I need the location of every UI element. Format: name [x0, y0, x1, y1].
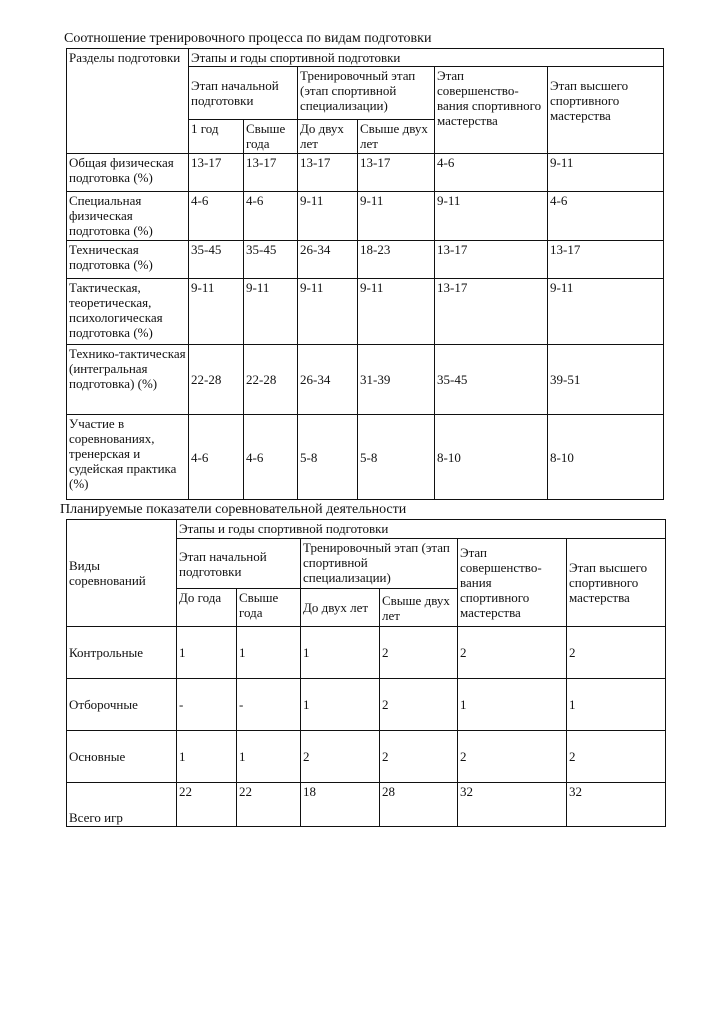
table-cell: 9-11	[358, 279, 435, 345]
row-label: Отборочные	[67, 679, 177, 731]
table-row	[67, 783, 666, 827]
table-cell: 22-28	[244, 345, 298, 415]
col-header-stage-training: Тренировочный этап (этап спортивной специализации)	[298, 67, 435, 120]
col-header-stage-initial: Этап начальной подготовки	[177, 539, 301, 589]
row-label: Основные	[67, 731, 177, 783]
table-cell: 4-6	[548, 192, 664, 241]
row-label: Участие в соревнованиях, тренерская и судейская практика (%)	[67, 415, 189, 500]
col-header-initial-over-year: Свыше года	[237, 589, 301, 627]
table-cell: 22	[237, 783, 301, 827]
table-cell: 32	[567, 783, 666, 827]
col-header-stage-higher: Этап высшего спортивного мастерства	[567, 539, 666, 627]
table-cell: 9-11	[548, 154, 664, 192]
table-cell: 35-45	[244, 241, 298, 279]
table-row	[67, 415, 664, 500]
table-cell: 2	[380, 679, 458, 731]
table-cell: 13-17	[358, 154, 435, 192]
competition-indicators-table	[66, 519, 666, 827]
table-cell: 13-17	[244, 154, 298, 192]
col-header-training-under-two: До двух лет	[298, 120, 358, 154]
table-cell: 9-11	[189, 279, 244, 345]
table-cell: 1	[301, 627, 380, 679]
row-label: Техническая подготовка (%)	[67, 241, 189, 279]
row-label: Технико-тактическая (интегральная подготовка) (%)	[67, 345, 189, 415]
table-cell: 13-17	[298, 154, 358, 192]
table-cell: 2	[567, 731, 666, 783]
table-row	[67, 345, 664, 415]
table-cell: 18-23	[358, 241, 435, 279]
table-row	[67, 627, 666, 679]
table-row	[67, 241, 664, 279]
row-label: Контрольные	[67, 627, 177, 679]
table-row	[67, 192, 664, 241]
table-cell: 9-11	[435, 192, 548, 241]
col-header-sections: Разделы подготовки	[67, 49, 189, 154]
table-row	[67, 279, 664, 345]
table-cell: 22	[177, 783, 237, 827]
table-cell: 1	[177, 627, 237, 679]
col-header-stage-higher: Этап высшего спортивного мастерства	[548, 67, 664, 154]
table-cell: 4-6	[189, 192, 244, 241]
col-header-stage-initial: Этап начальной подготовки	[189, 67, 298, 120]
table-cell: 9-11	[244, 279, 298, 345]
table-cell: 13-17	[548, 241, 664, 279]
table-cell: 4-6	[244, 192, 298, 241]
row-label: Всего игр	[67, 783, 177, 827]
table-cell: 13-17	[435, 279, 548, 345]
col-header-training-under-two: До двух лет	[301, 589, 380, 627]
col-header-competition-types: Виды соревнований	[67, 520, 177, 627]
col-header-initial-under-year: До года	[177, 589, 237, 627]
table-cell: 5-8	[298, 415, 358, 500]
col-header-stage-improvement: Этап совершенство-вания спортивного мастерства	[458, 539, 567, 627]
table-cell: 1	[237, 627, 301, 679]
table-cell: 1	[567, 679, 666, 731]
table-cell: 13-17	[189, 154, 244, 192]
col-header-stages-group: Этапы и годы спортивной подготовки	[177, 520, 666, 539]
table-cell: -	[177, 679, 237, 731]
table-cell: 5-8	[358, 415, 435, 500]
col-header-initial-year1: 1 год	[189, 120, 244, 154]
table-cell: 13-17	[435, 241, 548, 279]
table-cell: 9-11	[298, 279, 358, 345]
training-ratio-table	[66, 48, 664, 500]
table-cell: 32	[458, 783, 567, 827]
section1-title: Соотношение тренировочного процесса по видам подготовки	[64, 31, 432, 46]
table-cell: 8-10	[548, 415, 664, 500]
table-cell: 2	[380, 627, 458, 679]
table-cell: 35-45	[189, 241, 244, 279]
table-cell: 2	[458, 731, 567, 783]
table-cell: 35-45	[435, 345, 548, 415]
table-cell: 31-39	[358, 345, 435, 415]
section2-title: Планируемые показатели соревновательной деятельности	[60, 502, 407, 517]
table-cell: 1	[237, 731, 301, 783]
table-cell: 1	[177, 731, 237, 783]
table-cell: 9-11	[298, 192, 358, 241]
table-cell: 18	[301, 783, 380, 827]
col-header-stage-improvement: Этап совершенство-вания спортивного мастерства	[435, 67, 548, 154]
table-row	[67, 154, 664, 192]
table-cell: 1	[458, 679, 567, 731]
table-cell: 4-6	[244, 415, 298, 500]
table-cell: 9-11	[548, 279, 664, 345]
table-cell: 22-28	[189, 345, 244, 415]
col-header-initial-over-year: Свыше года	[244, 120, 298, 154]
row-label: Тактическая, теоретическая, психологическая подготовка (%)	[67, 279, 189, 345]
table-cell: 2	[567, 627, 666, 679]
table-cell: 2	[380, 731, 458, 783]
col-header-stages-group: Этапы и годы спортивной подготовки	[189, 49, 664, 67]
table-cell: 4-6	[435, 154, 548, 192]
table-cell: 4-6	[189, 415, 244, 500]
table-cell: 28	[380, 783, 458, 827]
table-row	[67, 679, 666, 731]
table-cell: 2	[458, 627, 567, 679]
table-cell: 26-34	[298, 241, 358, 279]
col-header-training-over-two: Свыше двух лет	[380, 589, 458, 627]
table-cell: 26-34	[298, 345, 358, 415]
table-row	[67, 731, 666, 783]
table-cell: 2	[301, 731, 380, 783]
row-label: Общая физическая подготовка (%)	[67, 154, 189, 192]
col-header-training-over-two: Свыше двух лет	[358, 120, 435, 154]
table-cell: -	[237, 679, 301, 731]
row-label: Специальная физическая подготовка (%)	[67, 192, 189, 241]
table-cell: 39-51	[548, 345, 664, 415]
table-cell: 9-11	[358, 192, 435, 241]
table-cell: 1	[301, 679, 380, 731]
table-cell: 8-10	[435, 415, 548, 500]
col-header-stage-training: Тренировочный этап (этап спортивной специализации)	[301, 539, 458, 589]
